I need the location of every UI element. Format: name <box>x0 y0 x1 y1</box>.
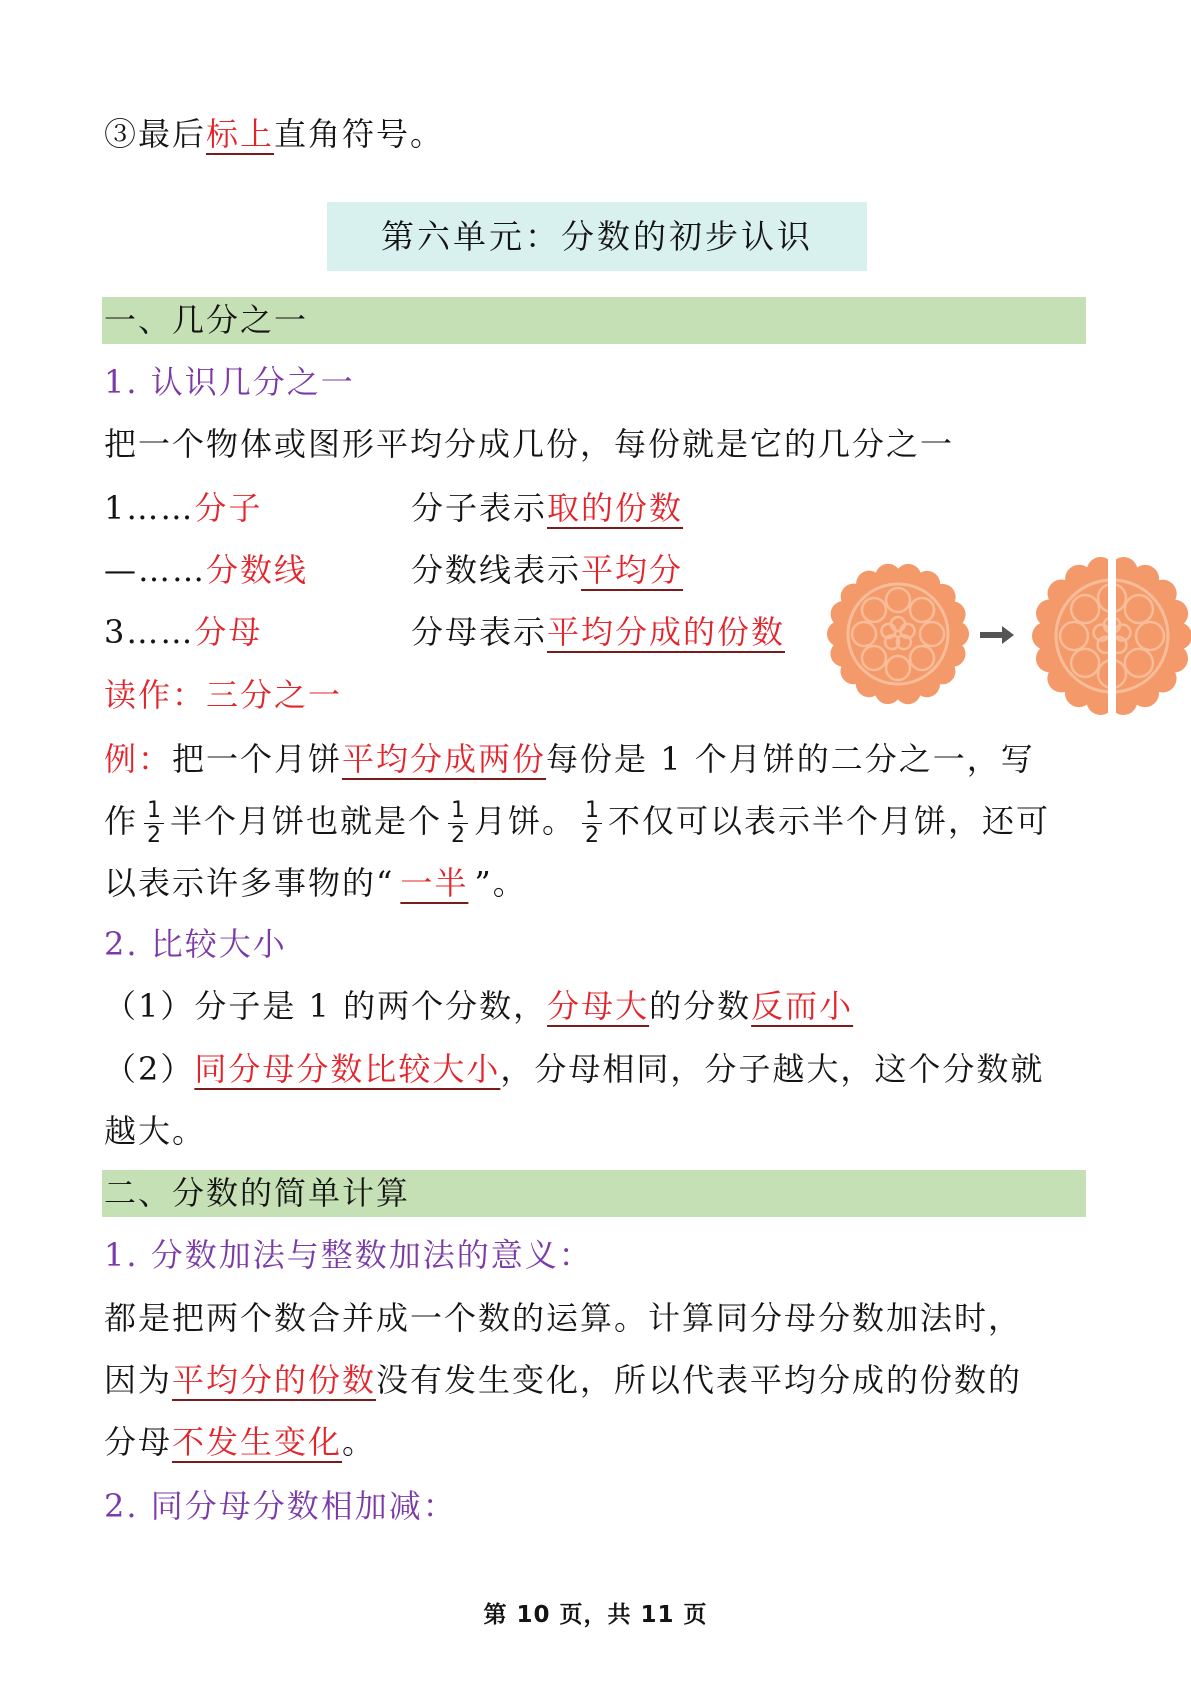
part-denominator-label <box>104 610 262 654</box>
definition-text: 把一个物体或图形平均分成几份，每份就是它的几分之一 <box>104 425 955 463</box>
compare-text: ，分母相同，分子越大，这个分数就 <box>500 1050 1045 1088</box>
example-text: 作 <box>104 802 139 840</box>
arrow-right-icon <box>978 624 1016 646</box>
fraction-one-half <box>144 800 164 847</box>
mooncake-halved-icon <box>1022 552 1191 720</box>
step3-line <box>104 112 444 156</box>
example-text: 每份是 1 个月饼的二分之一，写 <box>546 740 1035 778</box>
compare-text: 的分数 <box>649 987 752 1025</box>
part-numerator-label <box>104 486 262 530</box>
compare-text: （2） <box>104 1050 195 1088</box>
part-desc-highlight: 平均分成的份数 <box>547 613 786 651</box>
paragraph-highlight: 平均分的份数 <box>172 1361 377 1399</box>
part-num: 3…… <box>104 613 195 651</box>
example-line-1 <box>104 737 1035 781</box>
fraction-denominator: 2 <box>585 823 600 848</box>
unit-title: 第六单元：分数的初步认识 <box>327 202 867 271</box>
part-name: 分数线 <box>206 551 309 589</box>
fraction-numerator: 1 <box>448 800 468 824</box>
fraction-numerator: 1 <box>582 800 602 824</box>
compare-rule-2 <box>104 1047 1044 1091</box>
step3-text: ③最后 <box>104 115 207 153</box>
paragraph-line-3 <box>104 1420 376 1464</box>
paragraph-text: 。 <box>342 1423 377 1461</box>
part-desc-highlight: 平均分 <box>581 551 684 589</box>
example-line-3 <box>104 861 527 905</box>
part-denominator-desc <box>411 610 785 654</box>
paragraph-line-2 <box>104 1358 1022 1402</box>
compare-highlight: 同分母分数比较大小 <box>194 1050 501 1088</box>
example-text: 半个月饼也就是个 <box>170 802 443 840</box>
compare-text: （1）分子是 1 的两个分数， <box>104 987 548 1025</box>
paragraph-line-1: 都是把两个数合并成一个数的运算。计算同分母分数加法时， <box>104 1299 1023 1337</box>
fraction-denominator: 2 <box>451 823 466 848</box>
section-header-2: 二、分数的简单计算 <box>102 1170 1086 1217</box>
step3-text-end: 直角符号。 <box>274 115 445 153</box>
compare-highlight: 反而小 <box>751 987 854 1025</box>
step3-highlight: 标上 <box>206 115 275 153</box>
subheading-1-2: 2. 比较大小 <box>104 925 287 963</box>
compare-rule-1 <box>104 984 853 1028</box>
example-line-2 <box>104 798 1051 848</box>
part-num: —…… <box>104 551 206 589</box>
example-text: 以表示许多事物的“ <box>104 864 395 902</box>
example-text: 把一个月饼 <box>172 740 343 778</box>
fraction-one-half <box>582 800 602 847</box>
subheading-1-1: 1. 认识几分之一 <box>104 363 355 401</box>
part-name: 分子 <box>194 489 263 527</box>
part-desc-highlight: 取的份数 <box>547 489 684 527</box>
example-highlight: 平均分成两份 <box>342 740 547 778</box>
part-desc: 分子表示 <box>411 489 548 527</box>
part-desc: 分数线表示 <box>411 551 582 589</box>
paragraph-text: 没有发生变化，所以代表平均分成的份数的 <box>376 1361 1023 1399</box>
example-text: ”。 <box>474 864 527 902</box>
example-highlight: 一半 <box>400 864 469 902</box>
fraction-denominator: 2 <box>147 823 162 848</box>
paragraph-text: 分母 <box>104 1423 173 1461</box>
example-text: 月饼。 <box>474 802 577 840</box>
page-footer: 第 10 页，共 11 页 <box>483 1602 708 1628</box>
compare-highlight: 分母大 <box>547 987 650 1025</box>
example-label: 例： <box>104 740 173 778</box>
subheading-2-1: 1. 分数加法与整数加法的意义： <box>104 1236 593 1274</box>
part-fraction-bar-desc <box>411 548 683 592</box>
part-name: 分母 <box>194 613 263 651</box>
part-desc: 分母表示 <box>411 613 548 651</box>
part-num: 1…… <box>104 489 195 527</box>
compare-rule-2-cont: 越大。 <box>104 1112 207 1150</box>
part-numerator-desc <box>411 486 683 530</box>
fraction-one-half <box>448 800 468 847</box>
paragraph-highlight: 不发生变化 <box>172 1423 343 1461</box>
part-fraction-bar-label <box>104 548 308 592</box>
section-header-1: 一、几分之一 <box>102 297 1086 344</box>
mooncake-whole-icon <box>822 552 974 716</box>
fraction-numerator: 1 <box>144 800 164 824</box>
subheading-2-2: 2. 同分母分数相加减： <box>104 1487 457 1525</box>
example-text: 不仅可以表示半个月饼，还可 <box>608 802 1051 840</box>
read-as-text: 读作：三分之一 <box>104 676 343 714</box>
paragraph-text: 因为 <box>104 1361 173 1399</box>
